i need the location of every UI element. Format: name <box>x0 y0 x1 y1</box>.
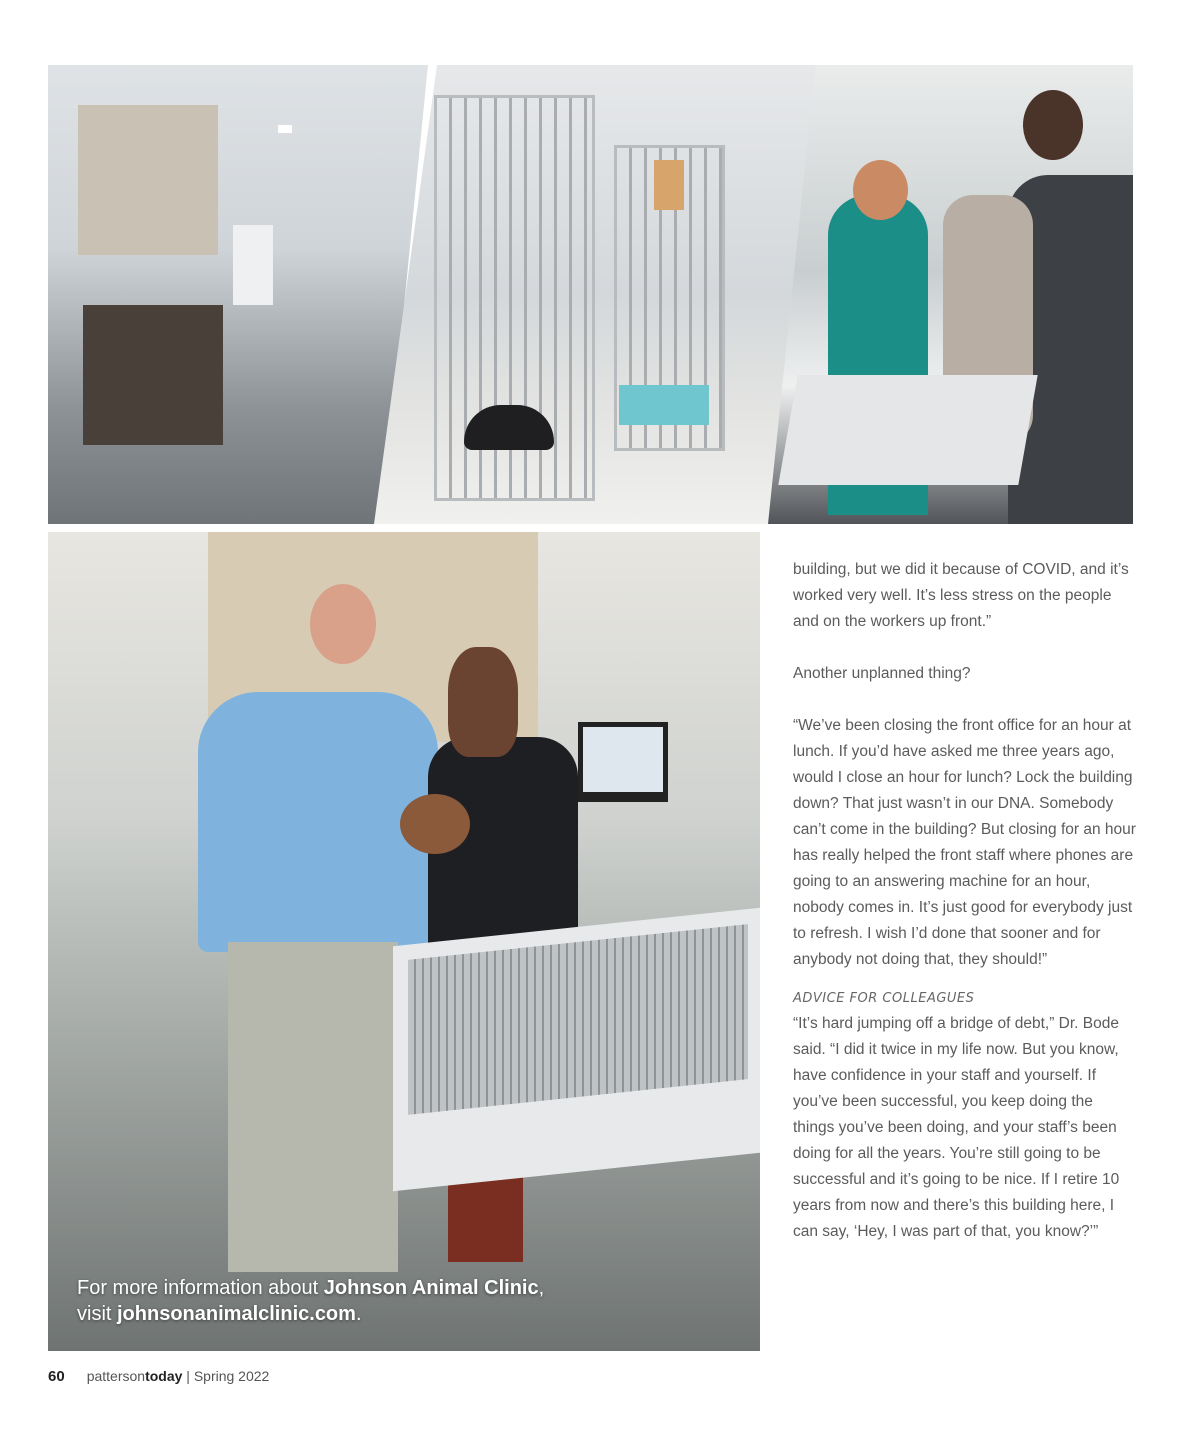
hallway-photo <box>48 65 428 524</box>
page-number: 60 <box>48 1368 65 1385</box>
article-column <box>793 557 1138 1271</box>
caption-text: For more information about <box>77 1277 324 1299</box>
caption-period: . <box>355 1303 362 1325</box>
caption-punct: , <box>538 1277 545 1299</box>
photo-strip <box>48 65 1133 524</box>
exam-photo <box>768 65 1133 524</box>
section-subhead: ADVICE FOR COLLEAGUES <box>793 991 975 1006</box>
clinic-website-link[interactable]: johnsonanimalclinic.com <box>117 1303 356 1325</box>
kennel-photo <box>374 65 824 524</box>
brand-name-bold: today <box>145 1368 183 1384</box>
main-photo <box>48 532 760 1351</box>
caption-visit: visit <box>77 1303 117 1325</box>
issue-date: | Spring 2022 <box>182 1368 270 1384</box>
brand-name: patterson <box>86 1368 146 1384</box>
article-paragraph: “It’s hard jumping off a bridge of debt,” Dr. Bode said. “I did it twice in my life now. But you know, have confidence in your staff and yourself. If you’ve been successful, you keep doing the things you’ve been doing, and your staff’s been doing for all the years. You’re still going to be successful and it’s going to be nice. If I retire 10 years from now and there’s this building here, I can say, ‘Hey, I was part of that, you know?’” <box>793 1015 1120 1240</box>
photo-caption <box>77 1275 544 1327</box>
page-footer <box>48 1368 269 1385</box>
article-paragraph: Another unplanned thing? <box>793 665 971 682</box>
publication-info <box>87 1368 270 1384</box>
article-paragraph: building, but we did it because of COVID, and it’s worked very well. It’s less stress on the people and on the workers up front.” <box>793 561 1129 630</box>
clinic-name: Johnson Animal Clinic <box>323 1277 539 1299</box>
article-paragraph: “We’ve been closing the front office for an hour at lunch. If you’d have asked me three years ago, would I close an hour for lunch? Lock the building down? That just wasn’t in our DNA. Somebody can’t come in the building? But closing for an hour has really helped the front staff where phones are going to an answering machine for an hour, nobody comes in. It’s just good for everybody just to refresh. I wish I’d done that sooner and for anybody not doing that, they should!” <box>793 717 1136 968</box>
